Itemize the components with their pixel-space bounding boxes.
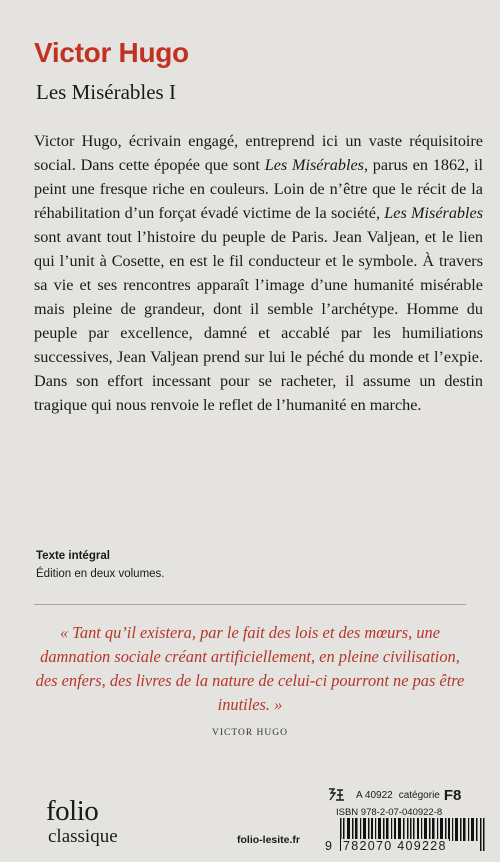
catalog-code: A 40922	[356, 789, 393, 801]
synopsis-title-emphasis-2: Les Misérables	[384, 204, 483, 222]
gallimard-glyph-icon	[326, 787, 346, 803]
edition-note: Édition en deux volumes.	[36, 568, 165, 580]
synopsis-title-emphasis-1: Les Misérables	[264, 156, 364, 174]
quote-author: VICTOR HUGO	[211, 728, 288, 738]
book-title	[36, 79, 176, 105]
volume-number: I	[168, 80, 176, 104]
category-label: catégorie	[398, 789, 440, 801]
synopsis-part-2: , parus en 1862, il peint une fresque riche en couleurs. Loin de n’être que le récit de la réhabilitation d’un forçat évadé victime de la société,	[34, 156, 483, 222]
folio-classique-logo	[46, 795, 118, 848]
barcode-lead-digit: 9	[325, 839, 334, 853]
author-name: Victor Hugo	[34, 37, 189, 68]
quote: « Tant qu’il existera, par le fait des lois et des mœurs, une damnation sociale créant artificiellement, en pleine civilisation, des enfers, des livres de la nature de celui-ci pourront ne pas être inutiles. »	[35, 623, 465, 714]
barcode-digits: 782070 409228	[343, 839, 447, 853]
divider	[34, 604, 466, 605]
edition-info	[36, 547, 165, 583]
isbn: ISBN 978-2-07-040922-8	[336, 807, 443, 818]
catalog-reference	[326, 786, 461, 804]
synopsis-part-3: sont avant tout l’histoire du peuple de Paris. Jean Valjean, et le lien qui l’unit à Cosette, en est le fil conducteur et le symbole. À travers sa vie et ses rencontres apparaît l’image d’une humanité misérable mais pleine de grandeur, dont il semble l’archétype. Homme du peuple par excellence, damné et accablé par les humiliations successives, Jean Valjean prend sur lui le péché du monde et l’expie. Dans son effort incessant pour se racheter, il assume un destin tragique qui nous renvoie le reflet de l’humanité en marche.	[34, 228, 483, 414]
logo-folio-word: folio	[46, 795, 99, 827]
synopsis-part-1: Victor Hugo, écrivain engagé, entreprend ici un vaste réquisitoire social. Dans cette épopée que sont	[34, 132, 483, 174]
title-text: Les Misérables	[36, 80, 164, 104]
publisher-website: folio-lesite.fr	[237, 834, 301, 846]
logo-classique-word: classique	[48, 826, 118, 847]
synopsis	[34, 129, 483, 417]
category-value: F8	[443, 786, 462, 804]
edition-label: Texte intégral	[36, 550, 110, 562]
